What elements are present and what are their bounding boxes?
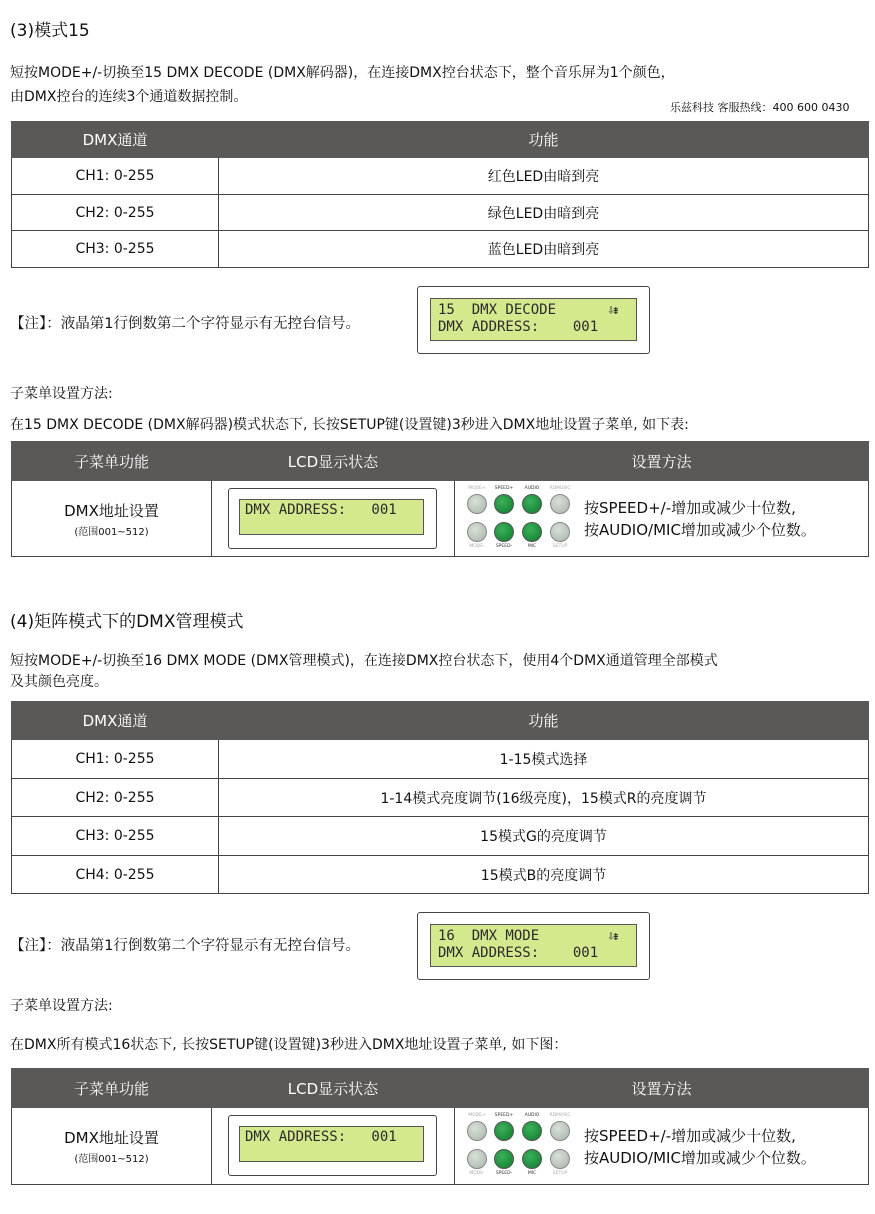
hotline: 乐兹科技 客服热线：400 600 0430 (670, 101, 850, 114)
section4-intro-line2: 及其颜色亮度。 (10, 674, 108, 690)
button-label: RDMUSIC (549, 486, 571, 491)
method-line-1: 按SPEED+/-增加或减少十位数, (584, 1127, 796, 1145)
table-header: 设置方法 (455, 442, 869, 481)
mode-plus-button[interactable] (467, 1121, 487, 1141)
section4-title: (4)矩阵模式下的DMX管理模式 (10, 612, 244, 632)
setup-button[interactable] (550, 1149, 570, 1169)
function-cell: 1-14模式亮度调节(16级亮度)，15模式R的亮度调节 (219, 779, 869, 817)
section3-note: 【注】：液晶第1行倒数第二个字符显示有无控台信号。 (10, 316, 360, 332)
lcd-line-1: 15 DMX DECODE (438, 302, 557, 318)
lcd-line: DMX ADDRESS: 001 (245, 1129, 397, 1145)
speed-minus-button[interactable] (494, 1149, 514, 1169)
table-row (12, 195, 869, 231)
submenu-function-cell (12, 481, 212, 557)
table-row (12, 817, 869, 856)
button-label: MIC (527, 544, 537, 549)
section4-note: 【注】：液晶第1行倒数第二个字符显示有无控台信号。 (10, 938, 360, 954)
method-line-2: 按AUDIO/MIC增加或减少个位数。 (584, 1149, 816, 1167)
table-row (12, 856, 869, 894)
button-label: MODE+ (468, 1113, 486, 1118)
function-cell: 红色LED由暗到亮 (219, 158, 869, 195)
function-cell: 15模式G的亮度调节 (219, 817, 869, 856)
section4-submenu-title: 子菜单设置方法: (10, 998, 113, 1014)
lcd-screen (239, 499, 424, 535)
mode-plus-button[interactable] (467, 494, 487, 514)
section3-intro-line1: 短按MODE+/-切换至15 DMX DECODE (DMX解码器)，在连接DMX控台状态下，整个音乐屏为1个颜色， (10, 65, 675, 81)
table-row (12, 740, 869, 779)
button-label: MIC (527, 1171, 537, 1176)
section3-title: (3)模式15 (10, 21, 90, 41)
function-cell: 1-15模式选择 (219, 740, 869, 779)
table-header: 功能 (219, 702, 869, 740)
button-label: RDMUSIC (549, 1113, 571, 1118)
table-header: 子菜单功能 (12, 1069, 212, 1108)
channel-cell: CH4: 0-255 (12, 856, 219, 894)
mode-minus-button[interactable] (467, 1149, 487, 1169)
channel-cell: CH1: 0-255 (12, 158, 219, 195)
signal-arrows-icon: ⇩⇟ (607, 929, 617, 944)
setup-button[interactable] (550, 522, 570, 542)
section3-lcd-display (417, 286, 650, 354)
table-header: 功能 (219, 122, 869, 158)
section4-lcd-display (417, 912, 650, 980)
speed-plus-button[interactable] (494, 494, 514, 514)
lcd-screen (239, 1126, 424, 1162)
submenu-function: DMX地址设置 (64, 1129, 159, 1147)
function-cell: 蓝色LED由暗到亮 (219, 231, 869, 268)
button-label: SPEED- (495, 544, 513, 549)
button-label: AUDIO (524, 486, 540, 491)
section3-button-panel (462, 486, 572, 558)
method-line-2: 按AUDIO/MIC增加或减少个位数。 (584, 521, 816, 539)
section4-submenu-desc: 在DMX所有模式16状态下, 长按SETUP键(设置键)3秒进入DMX地址设置子菜单, 如下图： (10, 1037, 568, 1053)
lcd-screen (430, 924, 637, 967)
button-label: SETUP (552, 1171, 568, 1176)
rdmusic-button[interactable] (550, 494, 570, 514)
submenu-range: (范围001~512) (74, 1154, 149, 1165)
channel-cell: CH1: 0-255 (12, 740, 219, 779)
rdmusic-button[interactable] (550, 1121, 570, 1141)
channel-cell: CH2: 0-255 (12, 195, 219, 231)
method-line-1: 按SPEED+/-增加或减少十位数, (584, 499, 796, 517)
audio-button[interactable] (522, 1121, 542, 1141)
channel-cell: CH3: 0-255 (12, 817, 219, 856)
channel-cell: CH3: 0-255 (12, 231, 219, 268)
section4-intro-line1: 短按MODE+/-切换至16 DMX MODE (DMX管理模式)，在连接DMX控台状态下，使用4个DMX通道管理全部模式 (10, 653, 718, 669)
section3-submenu-title: 子菜单设置方法: (10, 386, 113, 402)
lcd-line-2: DMX ADDRESS: 001 (438, 945, 599, 961)
section4-sub-lcd-display (228, 1115, 437, 1176)
speed-plus-button[interactable] (494, 1121, 514, 1141)
button-label: MODE+ (468, 486, 486, 491)
table-header: 子菜单功能 (12, 442, 212, 481)
button-label: SETUP (552, 544, 568, 549)
lcd-line: DMX ADDRESS: 001 (245, 502, 397, 518)
submenu-function-cell (12, 1108, 212, 1185)
mic-button[interactable] (522, 522, 542, 542)
section3-submenu-desc: 在15 DMX DECODE (DMX解码器)模式状态下, 长按SETUP键(设置键)3秒进入DMX地址设置子菜单, 如下表: (10, 417, 689, 433)
lcd-line-1: 16 DMX MODE (438, 928, 540, 944)
table-header: LCD显示状态 (212, 1069, 455, 1108)
function-cell: 绿色LED由暗到亮 (219, 195, 869, 231)
channel-cell: CH2: 0-255 (12, 779, 219, 817)
audio-button[interactable] (522, 494, 542, 514)
table-header: LCD显示状态 (212, 442, 455, 481)
table-row (12, 158, 869, 195)
signal-arrows-icon: ⇩⇟ (607, 303, 617, 318)
section3-sub-lcd-display (228, 488, 437, 549)
button-label: MODE- (469, 1171, 485, 1176)
lcd-line-2: DMX ADDRESS: 001 (438, 319, 599, 335)
submenu-function: DMX地址设置 (64, 501, 159, 520)
table-row (12, 779, 869, 817)
mode-minus-button[interactable] (467, 522, 487, 542)
speed-minus-button[interactable] (494, 522, 514, 542)
lcd-screen (430, 298, 637, 341)
button-label: MODE- (469, 544, 485, 549)
table-header: DMX通道 (12, 122, 219, 158)
section4-button-panel (462, 1113, 572, 1185)
table-row (12, 231, 869, 268)
table-header: DMX通道 (12, 702, 219, 740)
button-label: SPEED+ (494, 1113, 514, 1118)
button-label: SPEED+ (494, 486, 514, 491)
table-header: 设置方法 (455, 1069, 869, 1108)
section3-intro-line2: 由DMX控台的连续3个通道数据控制。 (10, 89, 248, 105)
mic-button[interactable] (522, 1149, 542, 1169)
function-cell: 15模式B的亮度调节 (219, 856, 869, 894)
section3-channel-table (11, 121, 869, 268)
button-label: AUDIO (524, 1113, 540, 1118)
section4-channel-table (11, 701, 869, 894)
button-label: SPEED- (495, 1171, 513, 1176)
submenu-range: (范围001~512) (74, 526, 149, 538)
